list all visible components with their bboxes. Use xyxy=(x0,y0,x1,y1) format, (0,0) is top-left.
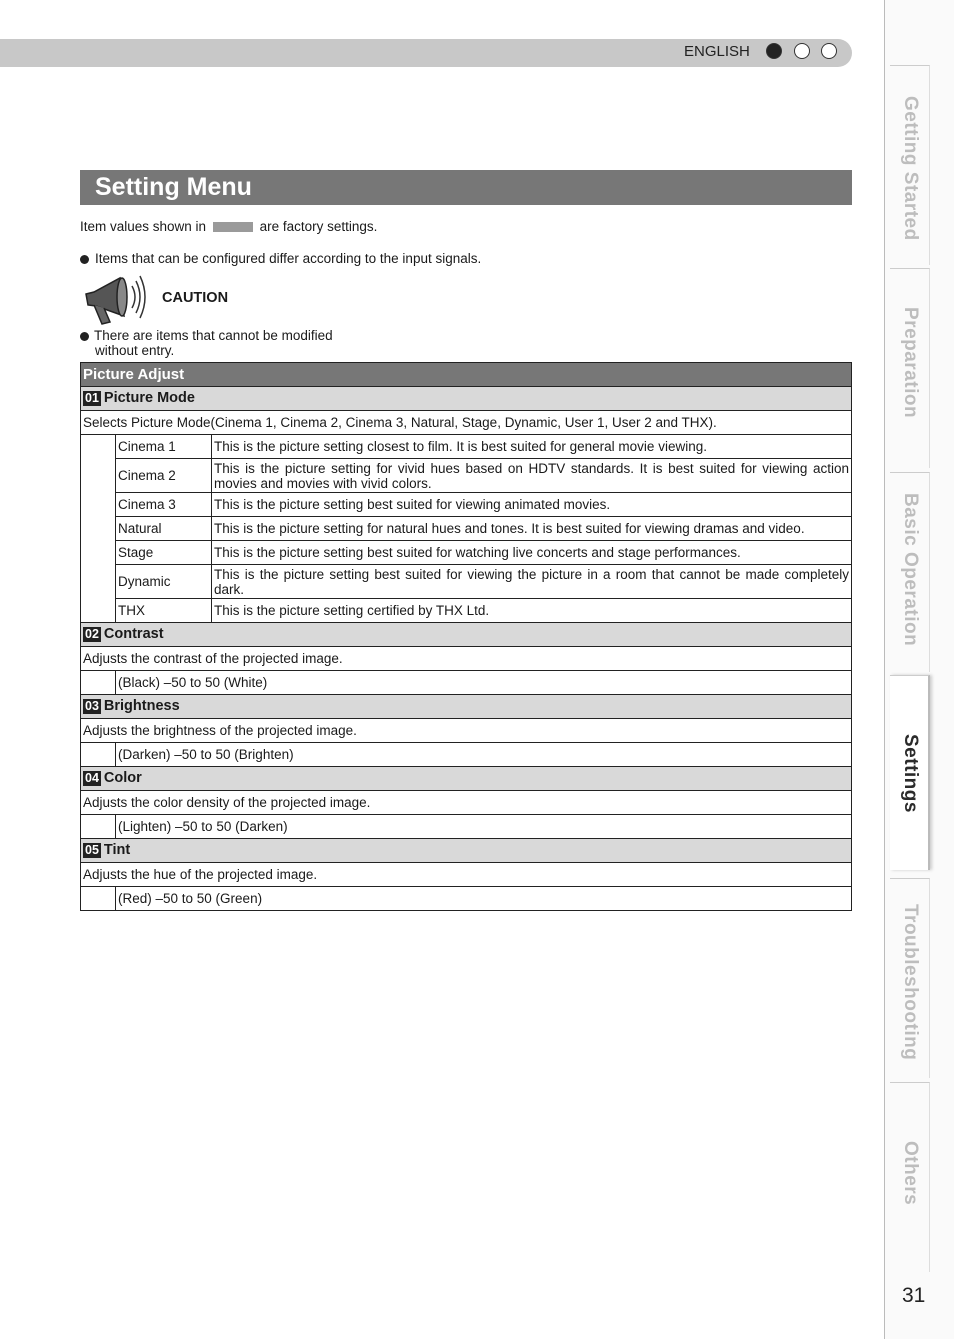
value-range: (Red) –50 to 50 (Green) xyxy=(116,887,852,911)
section-name: Color xyxy=(103,770,142,786)
indent-cell xyxy=(81,435,116,623)
caution-text-line1: There are items that cannot be modified xyxy=(94,328,333,343)
bullet-icon xyxy=(80,332,89,341)
value-range: (Lighten) –50 to 50 (Darken) xyxy=(116,815,852,839)
indent-cell xyxy=(81,815,116,839)
section-header xyxy=(81,767,852,791)
section-number: 04 xyxy=(85,771,99,785)
page-number: 31 xyxy=(902,1284,926,1307)
value-range: (Darken) –50 to 50 (Brighten) xyxy=(116,743,852,767)
signals-bullet xyxy=(80,251,481,266)
section-description: Adjusts the contrast of the projected image. xyxy=(81,647,852,671)
mode-description: This is the picture setting for natural hues and tones. It is best suited for viewing dramas and video. xyxy=(212,517,852,541)
section-header xyxy=(81,839,852,863)
mode-description: This is the picture setting closest to film. It is best suited for general movie viewing. xyxy=(212,435,852,459)
section-name: Picture Mode xyxy=(103,390,195,406)
mode-name: Cinema 1 xyxy=(116,435,212,459)
tab-getting-started[interactable] xyxy=(890,65,930,265)
caution-label: CAUTION xyxy=(162,290,229,306)
value-range: (Black) –50 to 50 (White) xyxy=(116,671,852,695)
section-header xyxy=(81,387,852,411)
category-header: Picture Adjust xyxy=(81,363,852,387)
note-text-after: are factory settings. xyxy=(259,219,378,234)
mode-description: This is the picture setting best suited for watching live concerts and stage performances. xyxy=(212,541,852,565)
bullet-icon xyxy=(80,255,89,264)
tab-settings[interactable] xyxy=(890,675,930,870)
tab-preparation[interactable] xyxy=(890,268,930,468)
section-header xyxy=(81,623,852,647)
section-name: Brightness xyxy=(103,698,180,714)
tab-label: Settings xyxy=(900,734,921,813)
tab-label: Basic Operation xyxy=(900,493,921,647)
signals-bullet-text: Items that can be configured differ according to the input signals. xyxy=(95,251,482,266)
settings-table xyxy=(80,362,852,911)
tab-label: Getting Started xyxy=(900,96,921,241)
mode-name: Cinema 2 xyxy=(116,459,212,493)
note-text-before: Item values shown in xyxy=(80,219,207,234)
section-number: 03 xyxy=(85,699,99,713)
section-description: Adjusts the brightness of the projected image. xyxy=(81,719,852,743)
mode-description: This is the picture setting certified by THX Ltd. xyxy=(212,599,852,623)
section-description: Adjusts the hue of the projected image. xyxy=(81,863,852,887)
factory-settings-note xyxy=(80,219,377,234)
language-dot-empty-icon xyxy=(794,43,810,59)
tab-label: Others xyxy=(900,1141,921,1206)
megaphone-icon xyxy=(80,272,150,328)
mode-name: Cinema 3 xyxy=(116,493,212,517)
section-name: Contrast xyxy=(103,626,164,642)
mode-description: This is the picture setting for vivid hues based on HDTV standards. It is best suited for viewing action movies and movies with vivid colors. xyxy=(212,459,852,493)
mode-name: Dynamic xyxy=(116,565,212,599)
language-dot-filled-icon xyxy=(766,43,782,59)
indent-cell xyxy=(81,671,116,695)
section-number: 02 xyxy=(85,627,99,641)
factory-swatch-icon xyxy=(213,222,253,232)
page-title: Setting Menu xyxy=(80,170,852,205)
tab-others[interactable] xyxy=(890,1082,930,1272)
section-number: 05 xyxy=(85,843,99,857)
caution-text-line2: without entry. xyxy=(95,343,175,358)
indent-cell xyxy=(81,887,116,911)
mode-name: Natural xyxy=(116,517,212,541)
mode-description: This is the picture setting best suited for viewing the picture in a room that cannot be made completely dark. xyxy=(212,565,852,599)
section-name: Tint xyxy=(103,842,131,858)
section-description: Selects Picture Mode(Cinema 1, Cinema 2, Cinema 3, Natural, Stage, Dynamic, User 1, User 2 and THX). xyxy=(81,411,852,435)
language-label: ENGLISH xyxy=(684,43,750,60)
indent-cell xyxy=(81,743,116,767)
tab-troubleshooting[interactable] xyxy=(890,878,930,1078)
mode-name: THX xyxy=(116,599,212,623)
tab-basic-operation[interactable] xyxy=(890,472,930,672)
mode-name: Stage xyxy=(116,541,212,565)
mode-description: This is the picture setting best suited for viewing animated movies. xyxy=(212,493,852,517)
section-header xyxy=(81,695,852,719)
language-dot-empty-icon xyxy=(821,43,837,59)
tab-label: Preparation xyxy=(900,307,921,419)
section-number: 01 xyxy=(85,391,99,405)
tab-label: Troubleshooting xyxy=(900,904,921,1061)
caution-bullet xyxy=(80,328,380,358)
section-description: Adjusts the color density of the projected image. xyxy=(81,791,852,815)
